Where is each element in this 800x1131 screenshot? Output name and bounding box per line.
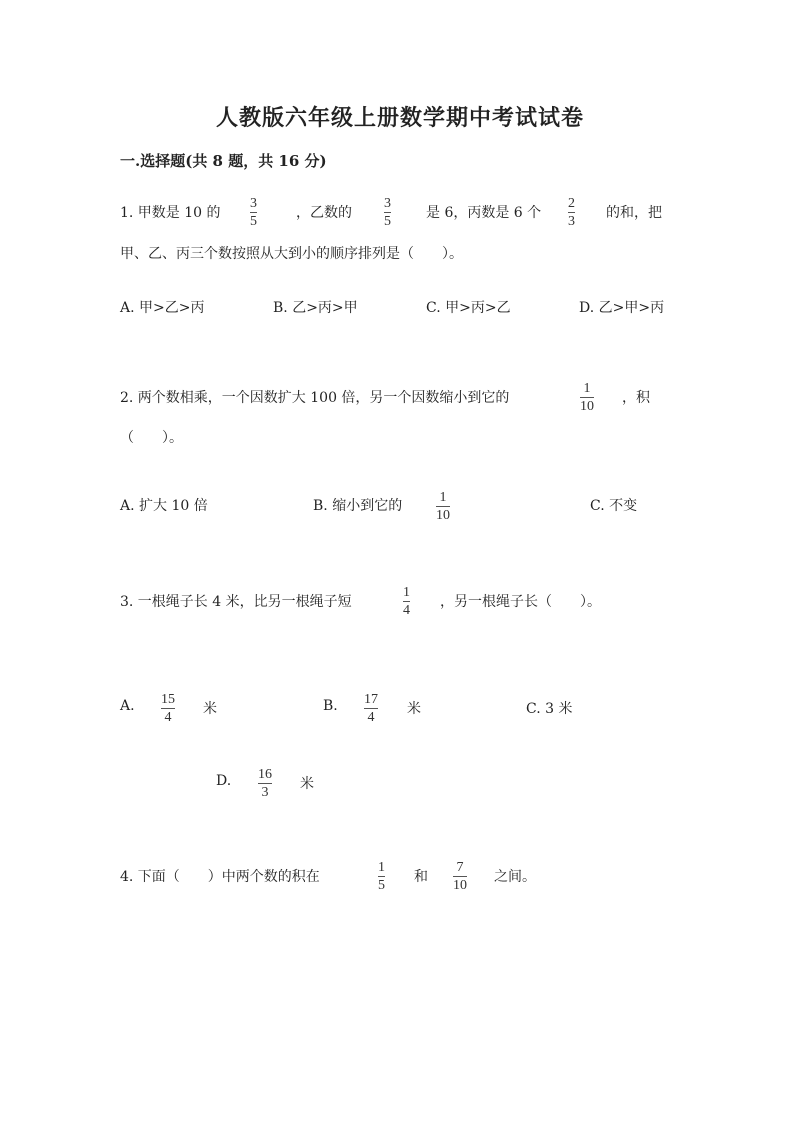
q2-text-line2: （ ）。	[120, 430, 183, 446]
q1-text-line2: 甲、乙、丙三个数按照从大到小的顺序排列是（ ）。	[120, 246, 463, 262]
q1-text-part4: 的和，把	[606, 205, 662, 221]
q1-text-part3: 是 6，丙数是 6 个	[426, 205, 542, 221]
q4-text-part1: 4. 下面（ ）中两个数的积在	[120, 869, 320, 885]
numerator: 7	[456, 860, 464, 875]
q2-text-part1: 2. 两个数相乘，一个因数扩大 100 倍，另一个因数缩小到它的	[120, 390, 510, 406]
q1-option-c[interactable]: C. 甲>丙>乙	[426, 300, 511, 316]
numerator: 2	[568, 196, 575, 211]
q3-option-a-fraction	[161, 692, 175, 725]
denominator: 3	[568, 214, 575, 229]
q1-option-d[interactable]: D. 乙>甲>丙	[579, 300, 665, 316]
numerator: 1	[378, 860, 385, 875]
numerator: 1	[403, 585, 410, 600]
q1-fraction-3	[568, 196, 575, 229]
q2-fraction-1	[580, 381, 594, 414]
denominator: 3	[261, 785, 269, 800]
denominator: 10	[580, 399, 594, 414]
numerator: 1	[439, 490, 447, 505]
q1-text-part2: ，乙数的	[296, 205, 352, 221]
denominator: 5	[384, 214, 391, 229]
numerator: 3	[384, 196, 391, 211]
q3-text-part1: 3. 一根绳子长 4 米，比另一根绳子短	[120, 594, 352, 610]
q3-text-part2: ，另一根绳子长（ ）。	[440, 594, 601, 610]
q2-option-b[interactable]: B. 缩小到它的	[313, 498, 403, 514]
q3-option-a-unit: 米	[203, 701, 217, 717]
page-title: 人教版六年级上册数学期中考试试卷	[215, 105, 584, 131]
q3-fraction-1	[403, 585, 410, 618]
q3-option-c[interactable]: C. 3 米	[526, 701, 573, 717]
q1-fraction-1	[250, 196, 257, 229]
section-heading: 一.选择题(共 8 题，共 16 分)	[120, 152, 327, 170]
denominator: 10	[453, 878, 467, 893]
q3-option-b[interactable]: B.	[323, 698, 338, 714]
q2-option-c[interactable]: C. 不变	[590, 498, 638, 514]
q4-text-part3: 之间。	[494, 869, 536, 885]
q2-option-b-fraction	[436, 490, 450, 523]
denominator: 5	[378, 878, 385, 893]
q1-fraction-2	[384, 196, 391, 229]
q1-option-a[interactable]: A. 甲>乙>丙	[120, 300, 205, 316]
numerator: 17	[364, 692, 378, 707]
denominator: 4	[367, 710, 375, 725]
q3-option-b-fraction	[364, 692, 378, 725]
denominator: 10	[436, 508, 450, 523]
q1-text-part1: 1. 甲数是 10 的	[120, 205, 221, 221]
q2-option-a[interactable]: A. 扩大 10 倍	[120, 498, 208, 514]
denominator: 4	[403, 603, 410, 618]
denominator: 4	[164, 710, 172, 725]
q4-fraction-2	[453, 860, 467, 893]
q3-option-b-unit: 米	[407, 701, 421, 717]
q3-option-d[interactable]: D.	[216, 773, 232, 789]
denominator: 5	[250, 214, 257, 229]
q1-option-b[interactable]: B. 乙>丙>甲	[273, 300, 358, 316]
q3-option-d-unit: 米	[300, 776, 314, 792]
q4-text-part2: 和	[414, 869, 428, 885]
numerator: 16	[258, 767, 272, 782]
q3-option-a[interactable]: A.	[120, 698, 135, 714]
numerator: 3	[250, 196, 257, 211]
q4-fraction-1	[378, 860, 385, 893]
numerator: 1	[583, 381, 591, 396]
q3-option-d-fraction	[258, 767, 272, 800]
q2-text-part2: ，积	[622, 390, 650, 406]
numerator: 15	[161, 692, 175, 707]
